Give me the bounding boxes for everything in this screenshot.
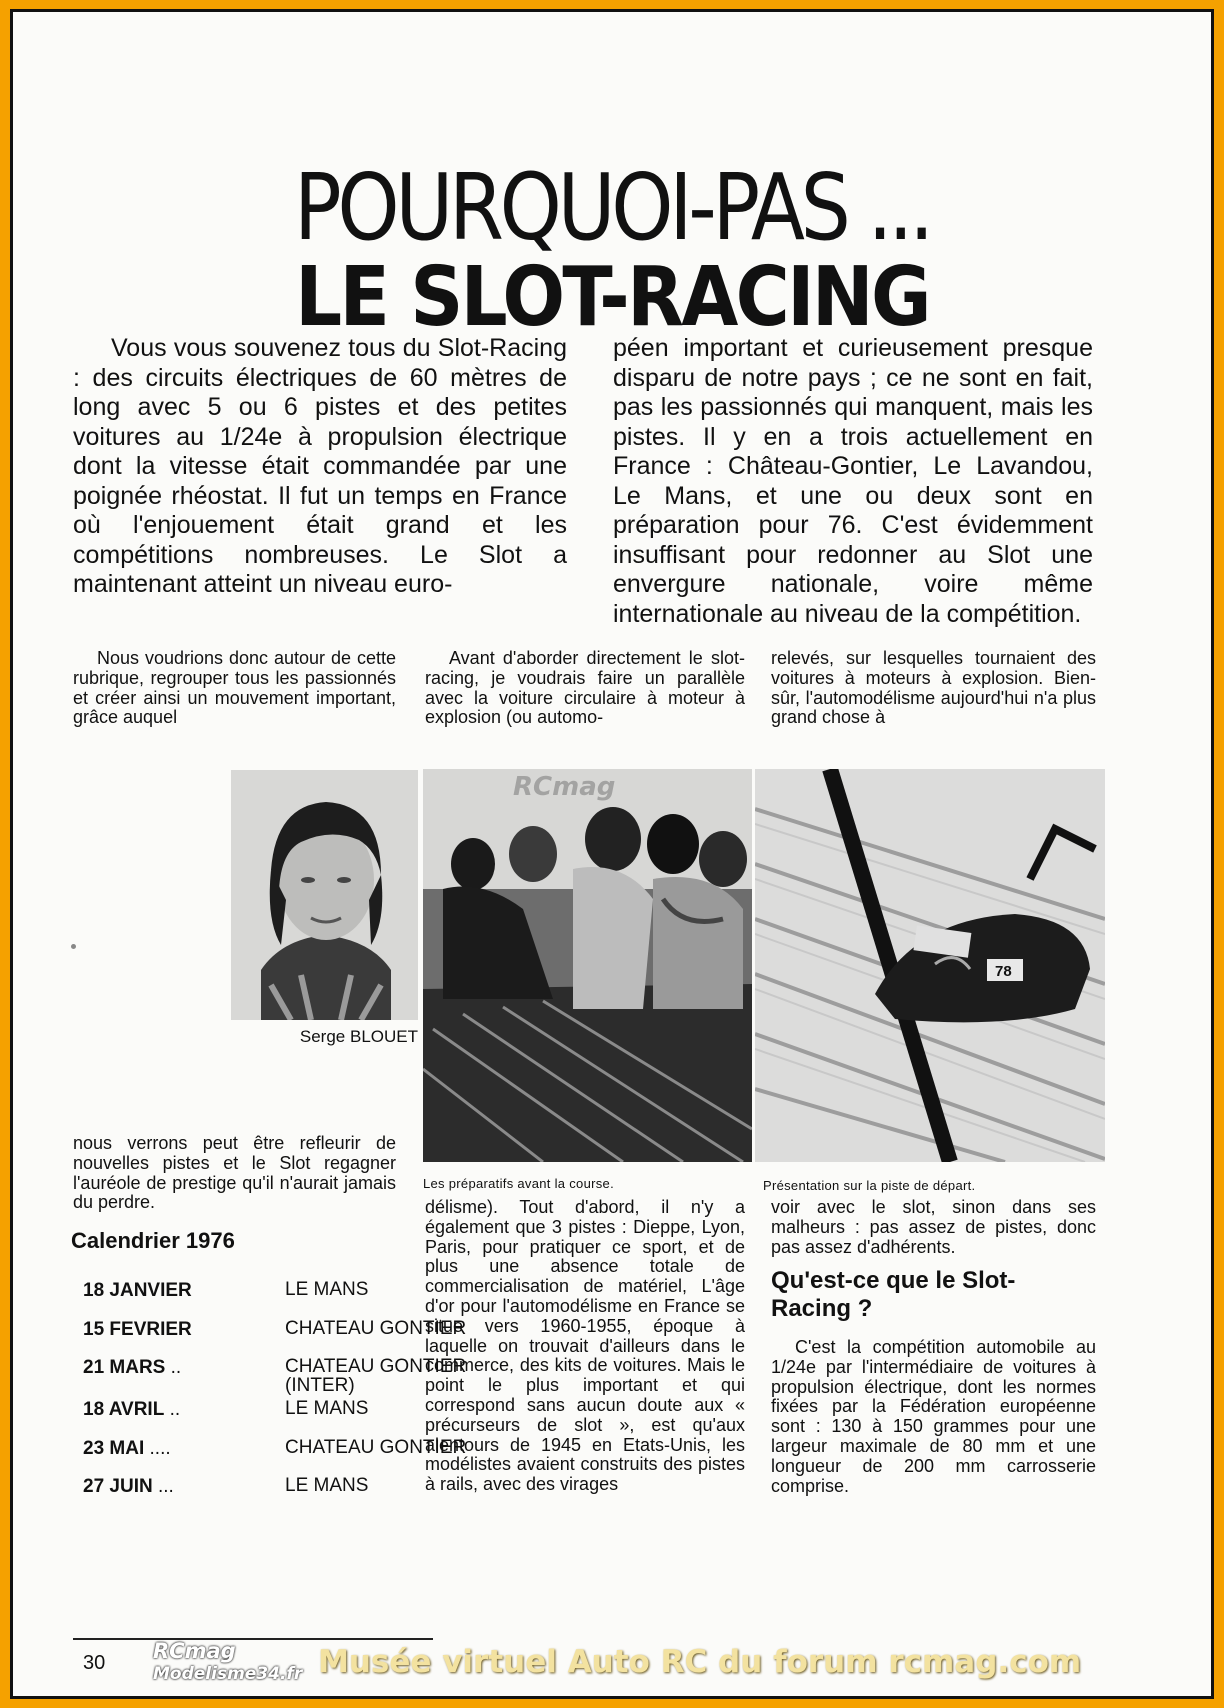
- crowd-caption: Les préparatifs avant la course.: [423, 1176, 614, 1191]
- calendar-place: LE MANS: [285, 1279, 369, 1300]
- intro-text-1: Vous vous souvenez tous du Slot-Racing : des circuits électriques de 60 mètres de long avec 5 ou 6 pistes et des petites voitures au 1/24e à propulsion électrique dont la vitesse était commandée par une poignée rhéostat. Il fut un temps en France où l'enjouement était grand et les compétitions nombreuses. Le Slot a maintenant atteint un niveau euro-: [73, 334, 567, 598]
- calendar-place: LE MANS: [285, 1398, 369, 1419]
- body-col1-top-text: Nous voudrions donc autour de cette rubrique, regrouper tous les passionnés et créer ainsi un mouvement important, grâce auquel: [73, 648, 396, 728]
- subheading: Qu'est-ce que le Slot-Racing ?: [771, 1267, 1016, 1322]
- page-number: 30: [83, 1652, 106, 1674]
- body-col1-bottom-text: nous verrons peut être refleurir de nouvelles pistes et le Slot regagner l'auréole de prestige qu'il n'aurait jamais du perdre.: [73, 1133, 396, 1213]
- calendar-place: CHATEAU GONTIER: [285, 1318, 467, 1339]
- title-line-2: LE SLOT-RACING: [295, 250, 929, 345]
- body-col3-top: [771, 649, 1096, 728]
- portrait-caption: Serge BLOUET: [299, 1027, 418, 1046]
- footer-rule: [73, 1638, 433, 1640]
- magazine-page: [10, 9, 1214, 1699]
- page-speck: [71, 944, 76, 949]
- body-col1-bottom: [73, 1134, 396, 1213]
- calendar-place: LE MANS: [285, 1475, 369, 1496]
- calendar-row: [83, 1398, 369, 1421]
- crowd-photo: [423, 769, 752, 1162]
- title-line-1: POURQUOI-PAS ...: [293, 154, 931, 261]
- calendar-date: 15 FEVRIER: [83, 1319, 192, 1340]
- body-col3-top-text: relevés, sur lesquelles tournaient des voitures à moteurs à explosion. Bien-sûr, l'automodélisme aujourd'hui n'a plus grand chose à: [771, 648, 1096, 728]
- calendar-title: Calendrier 1976: [71, 1228, 235, 1253]
- body-col3-answer-text: C'est la compétition automobile au 1/24e par l'intermédiaire de voitures à propulsion électrique, dont les normes fixées par la Fédération européenne sont : 130 à 150 grammes pour une largeur maximale de 80 mm et une longueur de 200 mm carrosserie comprise.: [771, 1337, 1096, 1496]
- calendar-place: CHATEAU GONTIER: [285, 1437, 467, 1458]
- rcmag-watermark-bottom: RCmag: [153, 1639, 236, 1663]
- calendar-row: [83, 1318, 467, 1341]
- body-col1-top: [73, 649, 396, 728]
- body-col2-top: [425, 649, 745, 728]
- rcmag-watermark-top: RCmag: [513, 772, 616, 802]
- calendar-row: [83, 1356, 467, 1396]
- calendar-date: 18 JANVIER: [83, 1280, 192, 1301]
- calendar-date: 23 MAI: [83, 1438, 145, 1459]
- portrait-photo: [231, 770, 418, 1020]
- calendar-row: [83, 1437, 467, 1460]
- site-watermark: Modelisme34.fr: [153, 1664, 303, 1684]
- body-col3-bottom-text: voir avec le slot, sinon dans ses malheurs : pas assez de pistes, donc pas assez d'adhérents.: [771, 1197, 1096, 1257]
- body-col2-top-text: Avant d'aborder directement le slot-racing, je voudrais faire un parallèle avec la voiture circulaire à moteur à explosion (ou automo-: [425, 648, 745, 728]
- intro-text-2: péen important et curieusement presque disparu de notre pays ; ce ne sont en fait, pas les passionnés qui manquent, mais les pistes. Il y en a trois actuellement en France : Château-Gontier, Le Lavandou, Le Mans, et une ou deux sont en préparation pour 76. C'est évidemment insuffisant pour redonner au Slot une envergure nationale, voire même internationale au niveau de la compétition.: [613, 334, 1093, 628]
- calendar-date: 21 MARS: [83, 1357, 166, 1378]
- car-caption: Présentation sur la piste de départ.: [763, 1178, 976, 1193]
- calendar-row: [83, 1279, 369, 1302]
- body-col2-bottom-text: délisme). Tout d'abord, il n'y a également que 3 pistes : Dieppe, Lyon, Paris, pour pratiquer ce sport, et de plus une absence totale de commercialisation de matériel, L'âge d'or pour l'automodélisme en France se situe vers 1960-1955, époque à laquelle on trouvait d'ailleurs dans le commerce, des kits de voitures. Mais le point le plus important et qui correspond sans aucun doute aux « précurseurs de slot », est qu'aux alentours de 1945 en Etats-Unis, les modélistes avaient construits des pistes à rails, avec des virages: [425, 1197, 745, 1495]
- calendar-place: CHATEAU GONTIER (INTER): [285, 1356, 467, 1396]
- calendar-dots: ..: [164, 1399, 181, 1420]
- calendar-date: 18 AVRIL: [83, 1399, 165, 1420]
- car-photo: [755, 769, 1105, 1162]
- body-col3-bottom: [771, 1198, 1096, 1257]
- car-number: 78: [995, 963, 1012, 980]
- calendar-dots: ..: [165, 1357, 182, 1378]
- body-col3-answer: [771, 1338, 1096, 1496]
- calendar-date: 27 JUIN: [83, 1476, 153, 1497]
- calendar-dots: ....: [144, 1438, 171, 1459]
- intro-column-1: [73, 334, 567, 600]
- calendar-row: [83, 1475, 369, 1498]
- calendar-dots: ...: [152, 1476, 174, 1497]
- intro-column-2: [613, 334, 1093, 629]
- museum-watermark: Musée virtuel Auto RC du forum rcmag.com: [318, 1644, 1082, 1680]
